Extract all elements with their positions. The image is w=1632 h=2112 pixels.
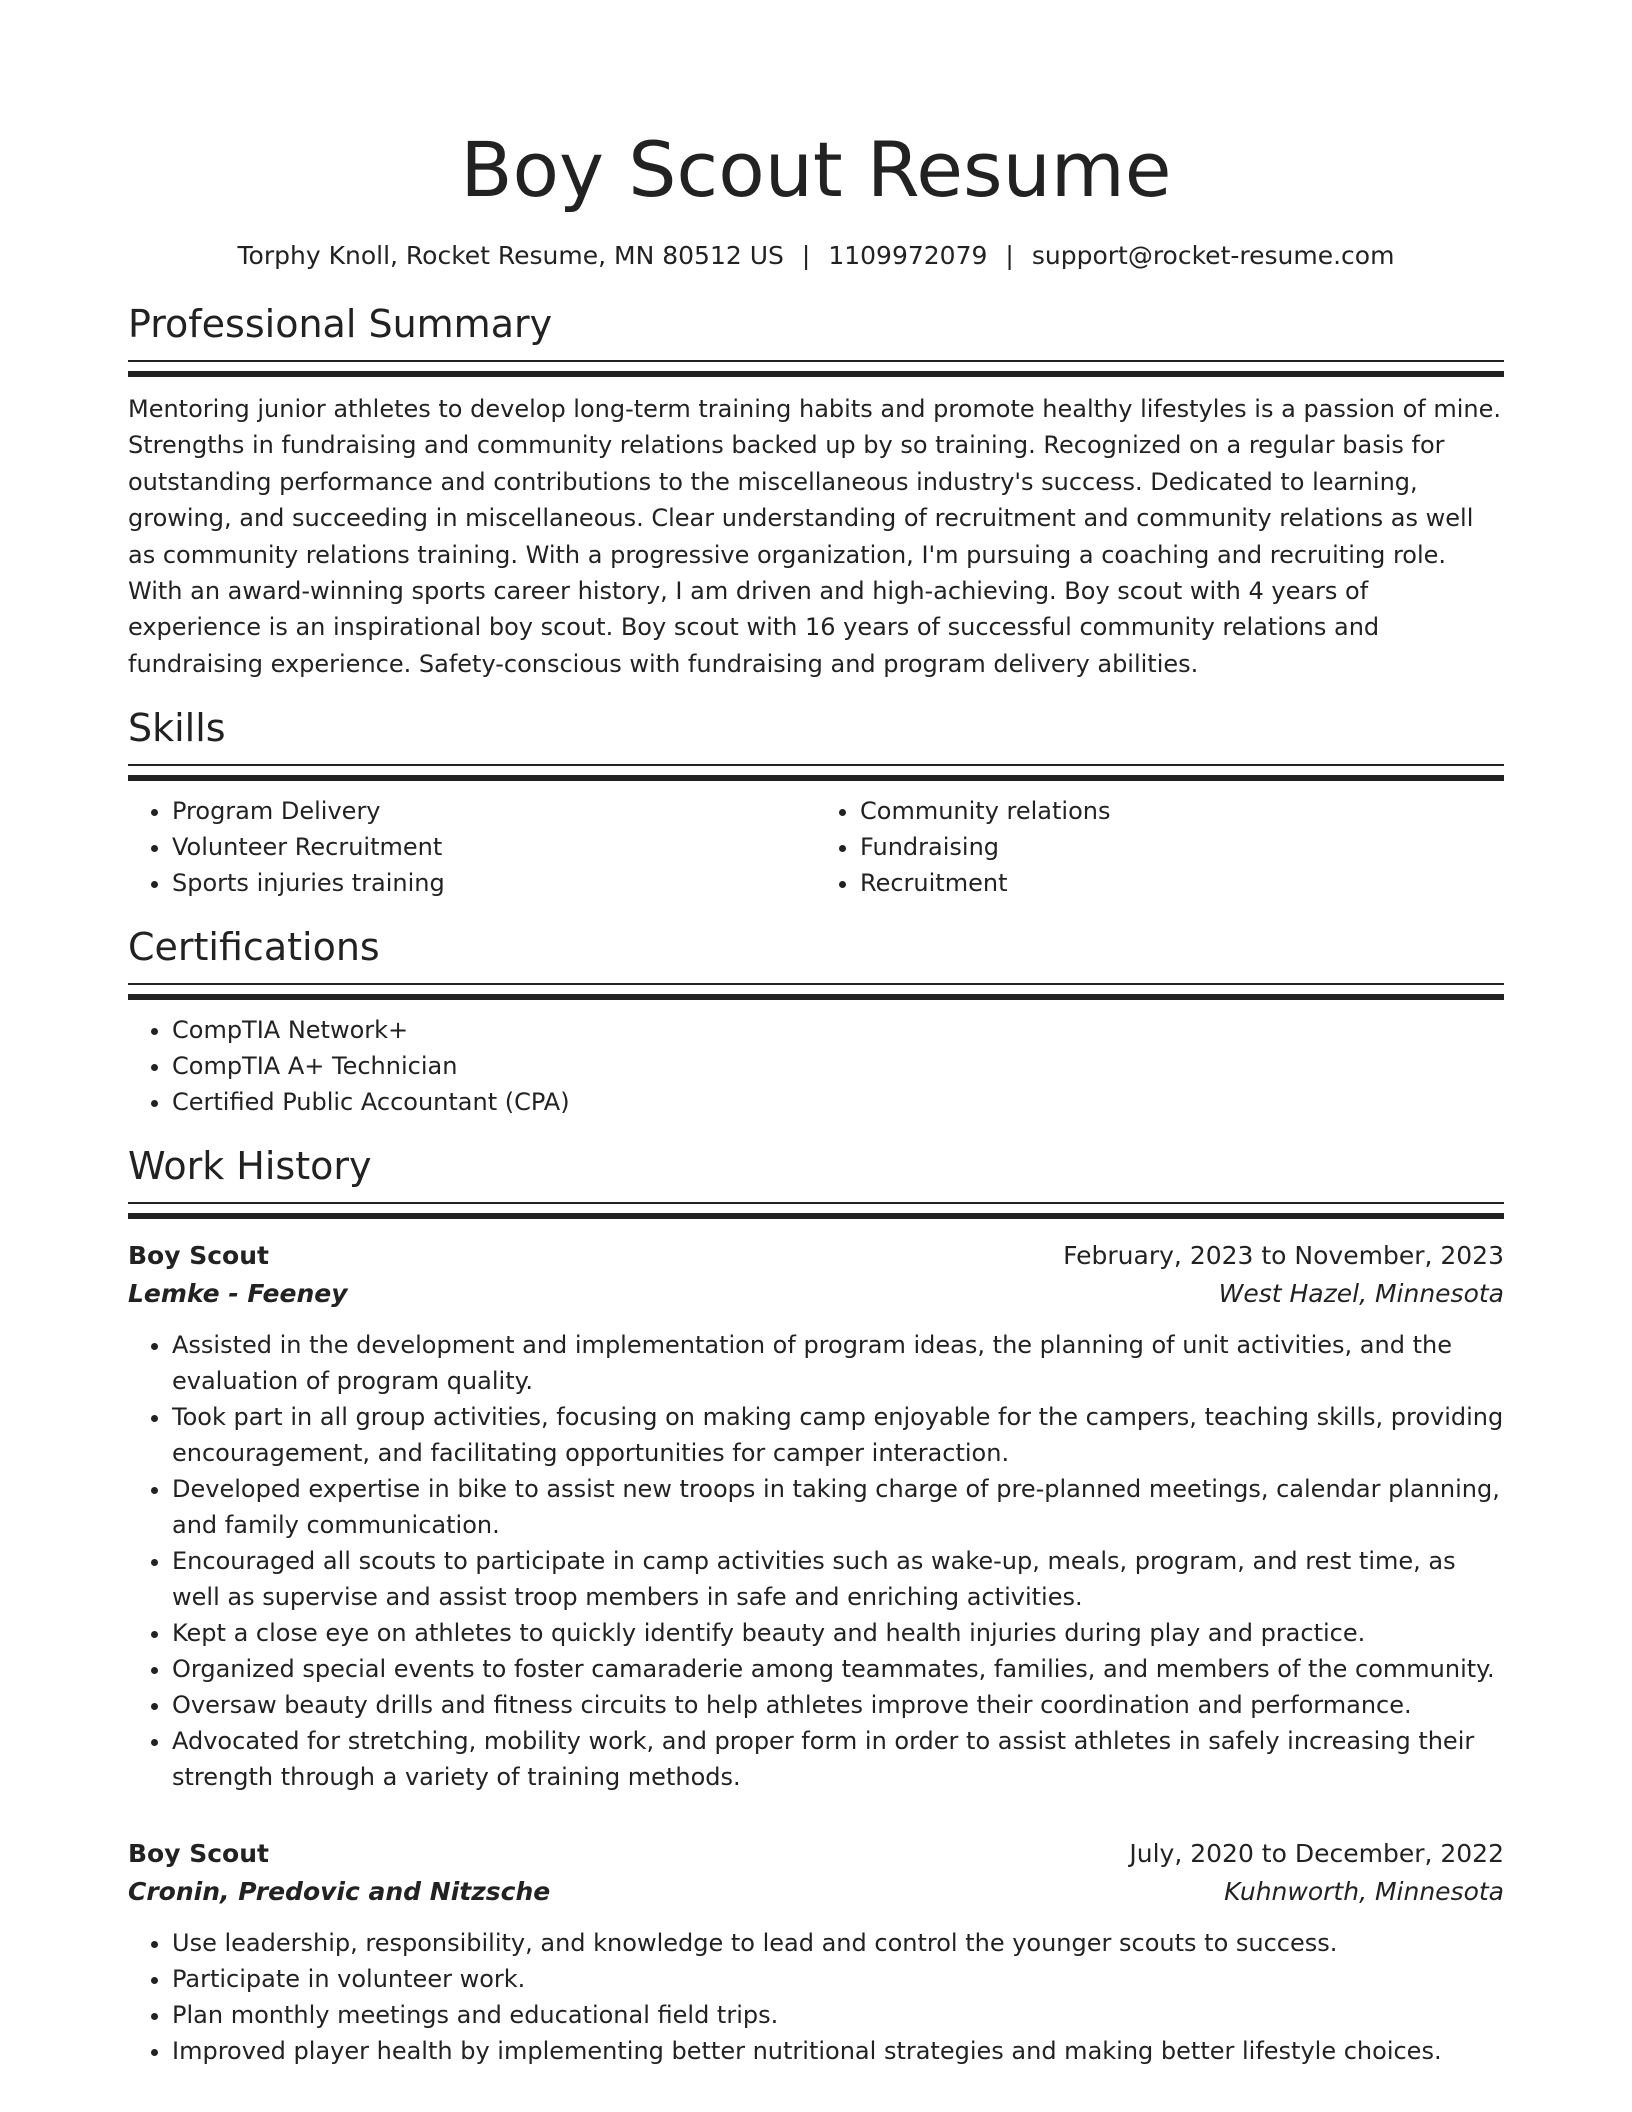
section-divider [128,360,1504,377]
list-item: • Oversaw beauty drills and fitness circuits to help athletes improve their coordination and performance. [172,1687,1504,1723]
section-work-history [128,1140,1504,2069]
contact-email: support@rocket-resume.com [1031,241,1395,270]
list-item: • Organized special events to foster camaraderie among teammates, families, and members of the community. [172,1651,1504,1687]
list-item: • Assisted in the development and implementation of program ideas, the planning of unit activities, and the evaluation of program quality. [172,1327,1504,1399]
job-entry [128,1237,1504,1795]
list-item: • Took part in all group activities, focusing on making camp enjoyable for the campers, teaching skills, providing encouragement, and facilitating opportunities for camper interaction. [172,1399,1504,1471]
job-subheader-row [128,1275,1504,1313]
contact-phone: 1109972079 [828,241,988,270]
section-skills [128,702,1504,901]
list-item: • Recruitment [860,865,1504,901]
job-dates: February, 2023 to November, 2023 [1063,1241,1504,1271]
job-header-row [128,1237,1504,1275]
section-divider [128,983,1504,1000]
section-divider [128,764,1504,781]
job-location: West Hazel, Minnesota [1218,1279,1504,1309]
job-dates: July, 2020 to December, 2022 [1129,1839,1504,1869]
skills-list-left [128,793,816,901]
list-item: • Participate in volunteer work. [172,1961,1504,1997]
job-bullets [128,1925,1504,2069]
section-certifications [128,921,1504,1120]
list-item: • Community relations [860,793,1504,829]
section-title: Skills [128,706,226,751]
section-title: Certifications [128,925,380,970]
list-item: • Encouraged all scouts to participate in camp activities such as wake-up, meals, program, and rest time, as well as supervise and assist troop members in safe and enriching activities. [172,1543,1504,1615]
list-item: • Sports injuries training [172,865,816,901]
job-header-row [128,1835,1504,1873]
list-item: • Developed expertise in bike to assist new troops in taking charge of pre-planned meetings, calendar planning, and family communication. [172,1471,1504,1543]
contact-separator: | [801,241,811,270]
list-item: • Kept a close eye on athletes to quickly identify beauty and health injuries during play and practice. [172,1615,1504,1651]
list-item: • Program Delivery [172,793,816,829]
list-item: • CompTIA A+ Technician [172,1048,1504,1084]
job-location: Kuhnworth, Minnesota [1224,1877,1504,1907]
job-title: Boy Scout [128,1839,269,1869]
section-title: Work History [128,1144,372,1189]
list-item: • Certified Public Accountant (CPA) [172,1084,1504,1120]
section-title: Professional Summary [128,302,553,346]
job-bullets [128,1327,1504,1795]
job-company: Lemke - Feeney [128,1279,348,1309]
certifications-list [128,1012,1504,1120]
job-entry [128,1835,1504,2069]
list-item: • Advocated for stretching, mobility work, and proper form in order to assist athletes in safely increasing their strength through a variety of training methods. [172,1723,1504,1795]
list-item: • CompTIA Network+ [172,1012,1504,1048]
contact-separator: | [1005,241,1014,270]
list-item: • Improved player health by implementing better nutritional strategies and making better lifestyle choices. [172,2033,1504,2069]
skills-grid [128,793,1504,901]
contact-address: Torphy Knoll, Rocket Resume, MN 80512 US [237,241,784,270]
list-item: • Volunteer Recruitment [172,829,816,865]
list-item: • Plan monthly meetings and educational field trips. [172,1997,1504,2033]
skills-column-left [128,793,816,901]
job-title: Boy Scout [128,1241,269,1271]
list-item: • Use leadership, responsibility, and knowledge to lead and control the younger scouts to success. [172,1925,1504,1961]
job-company: Cronin, Predovic and Nitzsche [128,1877,551,1907]
section-professional-summary [128,298,1504,682]
contact-line [128,238,1504,274]
list-item: • Fundraising [860,829,1504,865]
skills-column-right [816,793,1504,901]
skills-list-right [816,793,1504,901]
section-divider [128,1202,1504,1219]
resume-title: Boy Scout Resume [460,125,1172,214]
job-subheader-row [128,1873,1504,1911]
summary-text: Mentoring junior athletes to develop long-term training habits and promote healthy lifestyles is a passion of mine. Strengths in fundraising and community relations backed up by so training. Recognized on a regular basis for outstanding performance and contributions to the miscellaneous industry's success. Dedicated to learning, growing, and succeeding in miscellaneous. Clear understanding of recruitment and community relations as well as community relations training. With a progressive organization, I'm pursuing a coaching and recruiting role. With an award-winning sports career history, I am driven and high-achieving. Boy scout with 4 years of experience is an inspirational boy scout. Boy scout with 16 years of successful community relations and fundraising experience. Safety-conscious with fundraising and program delivery abilities. [128,395,1501,678]
